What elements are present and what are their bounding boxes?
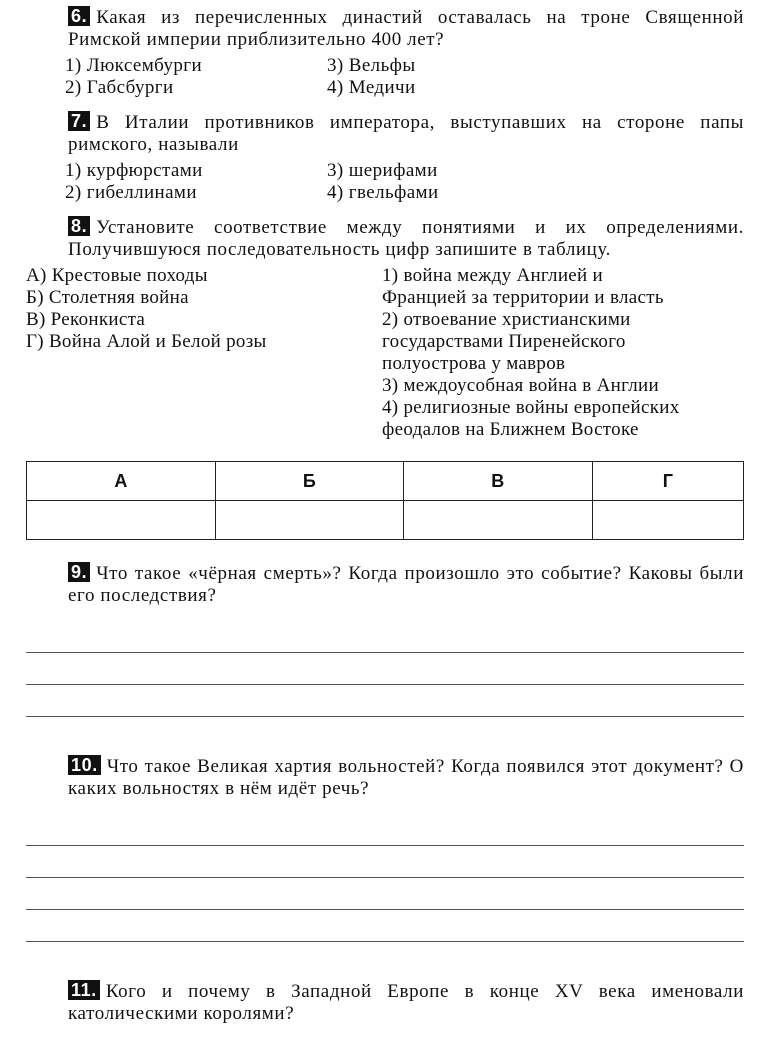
- question-8-text: [26, 216, 744, 261]
- answer-cell-b[interactable]: [215, 501, 403, 540]
- answer-line[interactable]: [26, 878, 744, 910]
- option[interactable]: 1) курфюрстами: [65, 160, 203, 181]
- definition-line: 3) междоусобная война в Англии: [382, 375, 659, 396]
- option[interactable]: 4) гвельфами: [327, 182, 439, 203]
- question-11: [26, 980, 744, 1025]
- question-8-number: 8.: [68, 216, 90, 236]
- option[interactable]: 3) шерифами: [327, 160, 438, 181]
- option[interactable]: 3) Вельфы: [327, 55, 416, 76]
- concept-item: В) Реконкиста: [26, 309, 146, 330]
- question-10-body: Что такое Великая хартия вольностей? Когда появился этот документ? О каких вольностях в нём идёт речь?: [68, 756, 744, 799]
- answer-line[interactable]: [26, 910, 744, 942]
- answer-line[interactable]: [26, 653, 744, 685]
- question-7-options: [26, 160, 744, 204]
- question-7-text: [26, 111, 744, 156]
- answer-table-header-row: [27, 462, 744, 501]
- question-10-number: 10.: [68, 755, 101, 775]
- option[interactable]: 2) гибеллинами: [65, 182, 197, 203]
- question-6-options: [26, 55, 744, 99]
- option[interactable]: 4) Медичи: [327, 77, 416, 98]
- question-9-body: Что такое «чёрная смерть»? Когда произошло это событие? Каковы были его последствия?: [68, 563, 744, 606]
- question-9-number: 9.: [68, 562, 90, 582]
- definition-line: полуострова у мавров: [382, 353, 566, 374]
- answer-cell-a[interactable]: [27, 501, 216, 540]
- definition-line: 2) отвоевание христианскими: [382, 309, 631, 330]
- question-6-text: [26, 6, 744, 51]
- question-6-body: Какая из перечисленных династий оставалась на троне Священной Римской империи приблизительно 400 лет?: [68, 7, 744, 50]
- definition-line: феодалов на Ближнем Востоке: [382, 419, 639, 440]
- question-8: [26, 216, 744, 540]
- definitions-list: [382, 265, 744, 441]
- answer-line[interactable]: [26, 846, 744, 878]
- answer-table-input-row: [27, 501, 744, 540]
- answer-table-header: А: [27, 462, 216, 501]
- question-7: [26, 111, 744, 204]
- answer-table-header: Б: [215, 462, 403, 501]
- concept-item: А) Крестовые походы: [26, 265, 208, 286]
- question-8-body: Установите соответствие между понятиями и их определениями. Получившуюся последовательность цифр запишите в таблицу.: [68, 217, 744, 260]
- question-10-text: [26, 755, 744, 800]
- answer-lines-9: [26, 621, 744, 717]
- concept-item: Г) Война Алой и Белой розы: [26, 331, 267, 352]
- question-9-text: [26, 562, 744, 607]
- option[interactable]: 1) Люксембурги: [65, 55, 203, 76]
- question-10: [26, 755, 744, 942]
- answer-line[interactable]: [26, 685, 744, 717]
- answer-line[interactable]: [26, 621, 744, 653]
- question-6-number: 6.: [68, 6, 90, 26]
- answer-table-header: В: [403, 462, 592, 501]
- definition-line: 1) война между Англией и: [382, 265, 604, 286]
- answer-cell-g[interactable]: [592, 501, 743, 540]
- answer-cell-v[interactable]: [403, 501, 592, 540]
- definition-line: 4) религиозные войны европейских: [382, 397, 680, 418]
- worksheet-page: [26, 6, 744, 1037]
- definition-line: Францией за территории и власть: [382, 287, 664, 308]
- concept-item: Б) Столетняя война: [26, 287, 189, 308]
- option[interactable]: 2) Габсбурги: [65, 77, 174, 98]
- definition-line: государствами Пиренейского: [382, 331, 626, 352]
- answer-table-header: Г: [592, 462, 743, 501]
- concepts-list: [26, 265, 382, 441]
- question-9: [26, 562, 744, 717]
- question-6: [26, 6, 744, 99]
- answer-table: [26, 461, 744, 540]
- matching-block: [26, 265, 744, 441]
- question-11-body: Кого и почему в Западной Европе в конце XV века именовали католическими королями?: [68, 981, 744, 1024]
- question-7-body: В Италии противников императора, выступавших на стороне папы римского, называли: [68, 112, 744, 155]
- question-11-text: [26, 980, 744, 1025]
- question-7-number: 7.: [68, 111, 90, 131]
- answer-lines-10: [26, 814, 744, 942]
- answer-line[interactable]: [26, 814, 744, 846]
- question-11-number: 11.: [68, 980, 100, 1000]
